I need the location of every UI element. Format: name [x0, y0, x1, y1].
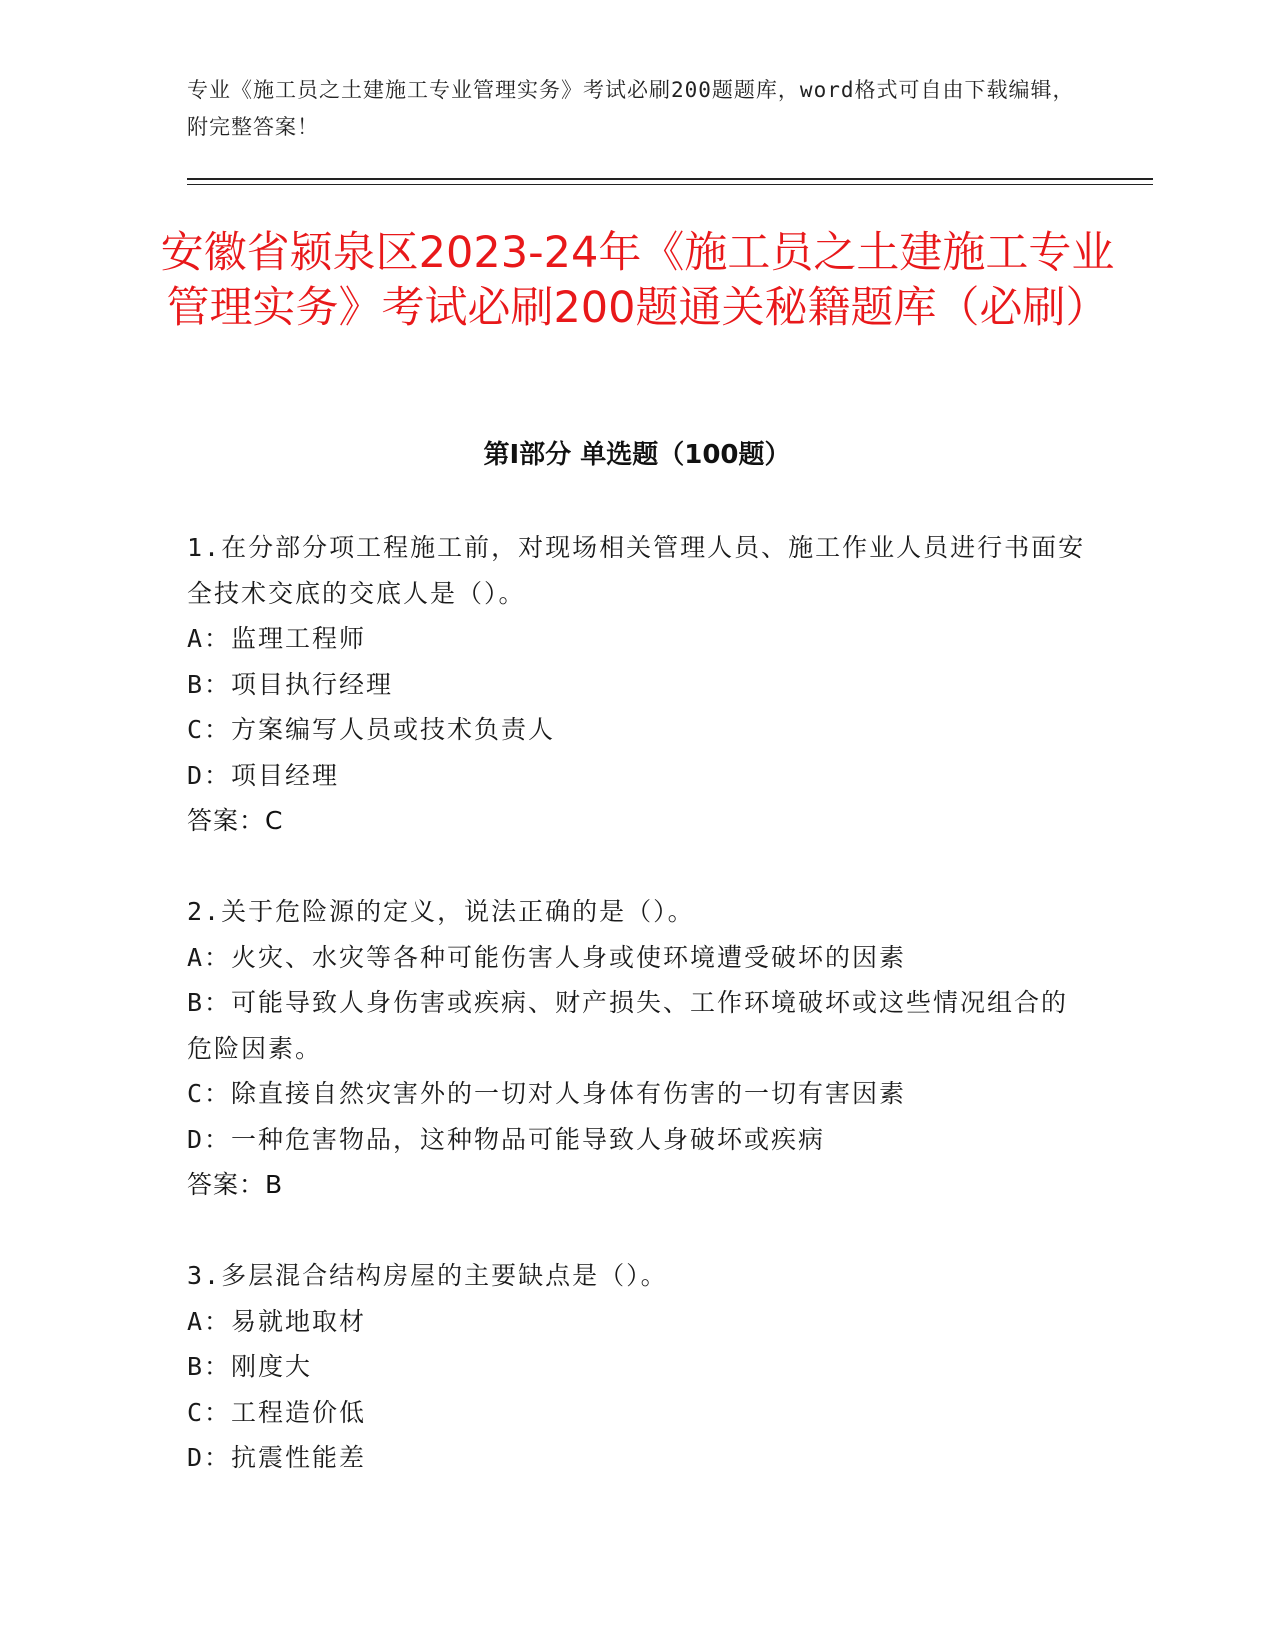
question-stem: 3.多层混合结构房屋的主要缺点是（）。: [187, 1261, 668, 1290]
question-2: [187, 889, 1087, 1207]
section-heading: 第Ⅰ部分 单选题（100题）: [483, 440, 791, 470]
answer: 答案：C: [187, 806, 284, 835]
question-stem: 1.在分部分项工程施工前，对现场相关管理人员、施工作业人员进行书面安全技术交底的交底人是（）。: [187, 533, 1086, 608]
answer: 答案：B: [187, 1170, 284, 1199]
option-a: A：火灾、水灾等各种可能伤害人身或使环境遭受破坏的因素: [187, 942, 907, 972]
question-3: [187, 1253, 1087, 1481]
option-a: A：监理工程师: [187, 624, 367, 653]
option-c: C：除直接自然灾害外的一切对人身体有伤害的一切有害因素: [187, 1079, 907, 1108]
question-1: [187, 525, 1087, 843]
header-divider-bottom: [187, 184, 1153, 185]
option-b: B：刚度大: [187, 1352, 313, 1381]
header-note: 专业《施工员之土建施工专业管理实务》考试必刷200题题库，word格式可自由下载编辑，附完整答案！: [187, 78, 1075, 139]
option-a: A：易就地取材: [187, 1306, 367, 1336]
question-stem: 2.关于危险源的定义，说法正确的是（）。: [187, 897, 695, 926]
option-b: B：项目执行经理: [187, 669, 394, 699]
document-title: 安徽省颍泉区2023-24年《施工员之土建施工专业管理实务》考试必刷200题通关秘籍题库（必刷）: [160, 228, 1115, 333]
option-d: D：抗震性能差: [187, 1443, 367, 1472]
option-c: C：工程造价低: [187, 1397, 367, 1427]
option-d: D：项目经理: [187, 760, 340, 790]
option-b: B：可能导致人身伤害或疾病、财产损失、工作环境破坏或这些情况组合的危险因素。: [187, 988, 1069, 1063]
option-d: D：一种危害物品，这种物品可能导致人身破坏或疾病: [187, 1124, 826, 1154]
option-c: C：方案编写人员或技术负责人: [187, 715, 556, 744]
header-divider-top: [187, 178, 1153, 180]
